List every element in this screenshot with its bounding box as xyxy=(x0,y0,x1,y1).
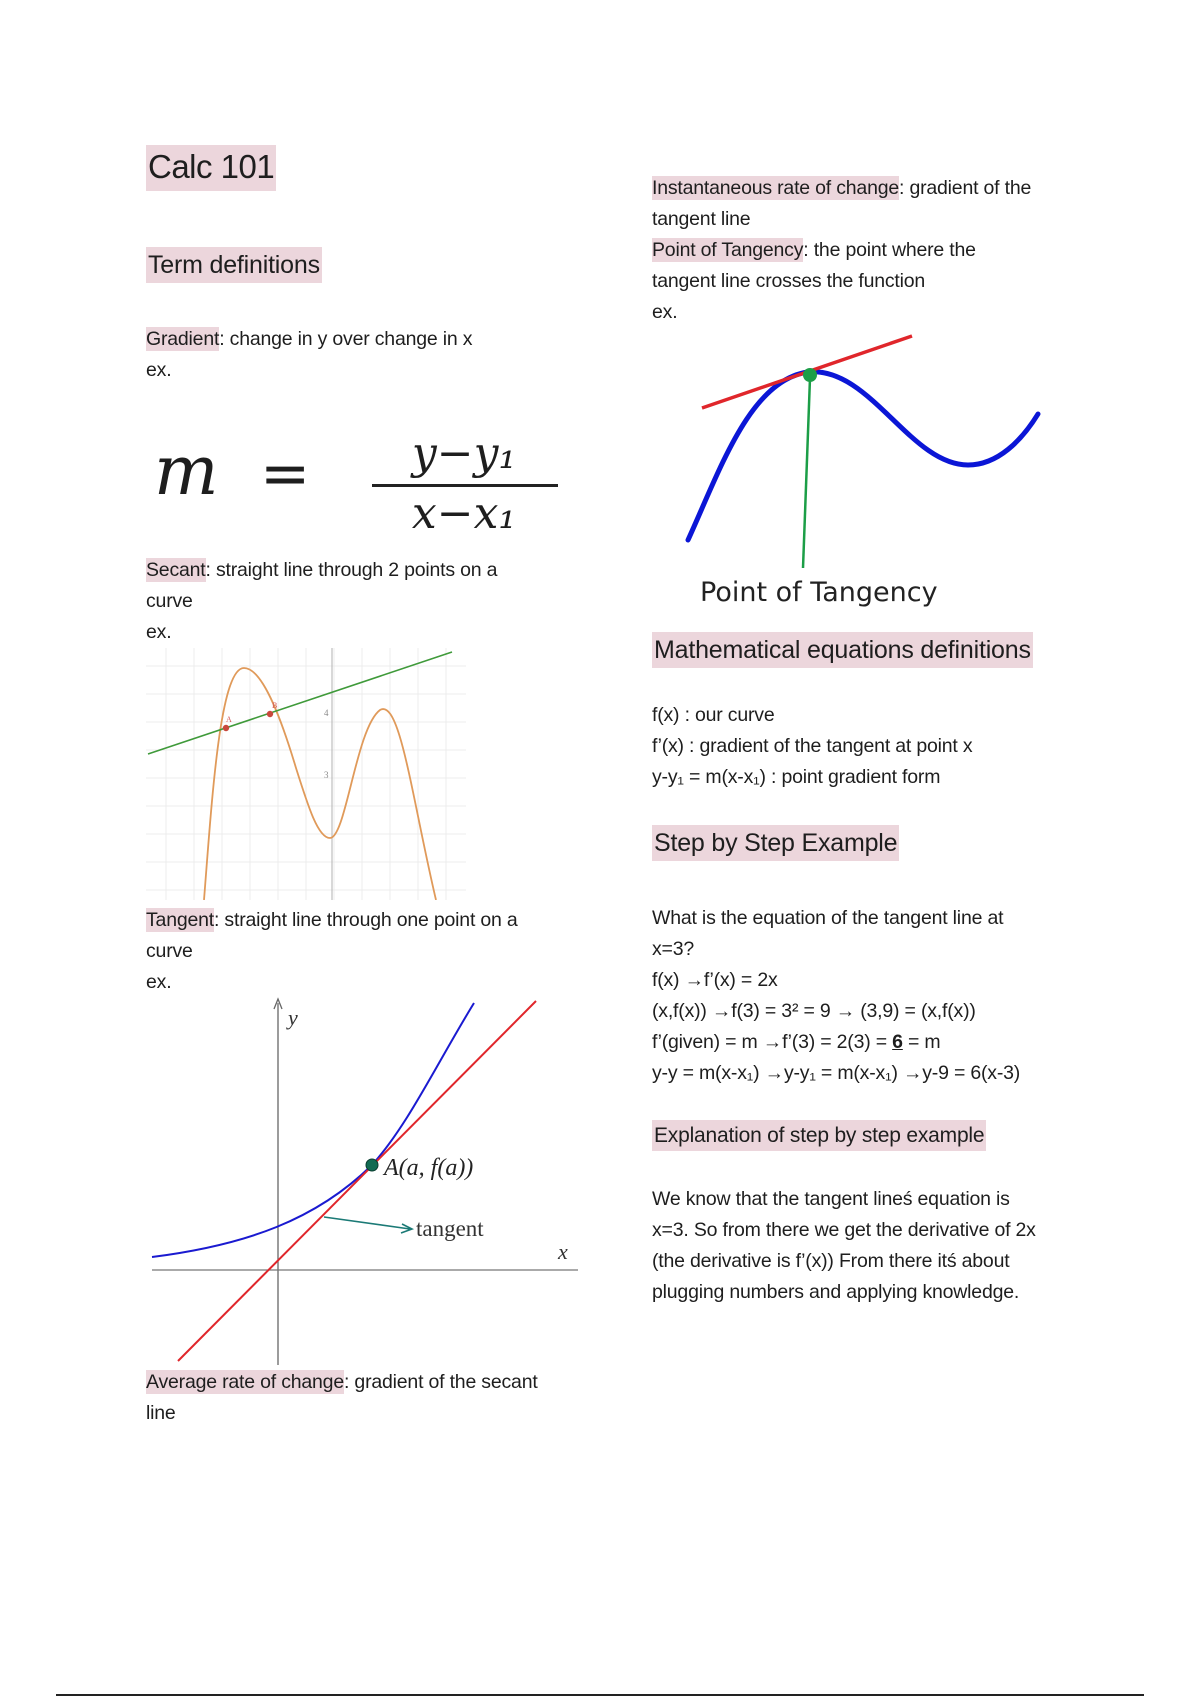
tangent-def: : straight line through one point on a xyxy=(214,909,518,931)
average-rate-term: Average rate of change xyxy=(146,1371,344,1393)
point-tangency-term: Point of Tangency xyxy=(652,239,804,261)
def-fprime: f’(x) : gradient of the tangent at point x xyxy=(652,735,973,757)
page-title: Calc 101 xyxy=(146,145,276,191)
tangent-text-label: tangent xyxy=(416,1216,484,1241)
point-tangency-ex: ex. xyxy=(652,301,678,323)
step-4: y-y = m(x-x₁) →y-y₁ = m(x-x₁) →y-9 = 6(x-3) xyxy=(652,1062,1021,1084)
gradient-def: : change in y over change in x xyxy=(219,328,473,350)
step-2: (x,f(x)) →f(3) = 3² = 9 → (3,9) = (x,f(x)) xyxy=(652,1000,976,1022)
explanation-text xyxy=(652,1184,1036,1308)
formula-numerator: y−y₁ xyxy=(411,428,517,479)
tangent-y-label: y xyxy=(288,1005,298,1030)
secant-point-a xyxy=(223,725,229,731)
explanation-line-1: We know that the tangent lineś equation is xyxy=(652,1188,1010,1210)
question-line-1: What is the equation of the tangent line at xyxy=(652,907,1004,929)
tangent-point-a xyxy=(366,1159,378,1171)
step-3: f’(given) = m →f’(3) = 2(3) = 6 = m xyxy=(652,1031,941,1053)
pot-green-pointer xyxy=(803,378,810,568)
step-3-value: 6 xyxy=(892,1031,903,1053)
explanation-line-2: x=3. So from there we get the derivative of 2x xyxy=(652,1219,1036,1241)
gradient-term: Gradient xyxy=(146,328,220,350)
instantaneous-definition xyxy=(652,173,1031,328)
equation-definitions xyxy=(652,700,972,793)
step-by-step-heading: Step by Step Example xyxy=(652,825,899,861)
secant-label-b: B xyxy=(272,701,278,710)
tangent-line xyxy=(178,1001,536,1361)
pot-curve xyxy=(688,372,1038,540)
pot-caption: Point of Tangency xyxy=(700,577,938,608)
secant-graph xyxy=(146,648,466,900)
gradient-definition xyxy=(146,324,472,386)
tangent-def-cont: curve xyxy=(146,940,193,962)
secant-label-a: A xyxy=(226,715,232,724)
tangent-point-label: A(a, f(a)) xyxy=(384,1155,474,1181)
formula-equals: = xyxy=(260,439,311,509)
tangent-x-label: x xyxy=(558,1239,568,1264)
average-rate-definition xyxy=(146,1367,538,1429)
average-rate-def: : gradient of the secant xyxy=(343,1371,538,1393)
secant-tick-3: 3 xyxy=(324,770,329,780)
tangent-pointer-arrow xyxy=(324,1217,410,1229)
secant-term: Secant xyxy=(146,559,206,581)
pot-point xyxy=(803,368,817,382)
footer-divider xyxy=(56,1694,1144,1696)
question-line-2: x=3? xyxy=(652,938,695,960)
explanation-heading: Explanation of step by step example xyxy=(652,1120,986,1151)
secant-ex: ex. xyxy=(146,621,172,643)
formula-lhs: m xyxy=(154,432,219,511)
tangent-definition xyxy=(146,905,518,998)
def-point-gradient: y-y₁ = m(x-x₁) : point gradient form xyxy=(652,766,941,788)
point-tangency-def-cont: tangent line crosses the function xyxy=(652,270,926,292)
secant-curve xyxy=(204,668,436,900)
term-definitions-heading: Term definitions xyxy=(146,247,322,283)
secant-definition xyxy=(146,555,497,648)
secant-grid xyxy=(146,648,466,900)
instantaneous-def: : gradient of the xyxy=(899,177,1032,199)
formula-denominator: x−x₁ xyxy=(411,488,517,539)
explanation-line-3: (the derivative is f’(x)) From there itś about xyxy=(652,1250,1010,1272)
def-fx: f(x) : our curve xyxy=(652,704,775,726)
tangent-graph xyxy=(146,995,586,1365)
gradient-formula xyxy=(150,430,570,540)
step-1: f(x) →f’(x) = 2x xyxy=(652,969,778,991)
average-rate-def-cont: line xyxy=(146,1402,176,1424)
tangent-term: Tangent xyxy=(146,909,214,931)
instantaneous-term: Instantaneous rate of change xyxy=(652,177,900,199)
point-tangency-def: : the point where the xyxy=(803,239,976,261)
secant-point-b xyxy=(267,711,273,717)
secant-def-cont: curve xyxy=(146,590,193,612)
gradient-ex: ex. xyxy=(146,359,172,381)
secant-tick-4: 4 xyxy=(324,708,329,718)
step-example xyxy=(652,903,1020,1089)
instantaneous-def-cont: tangent line xyxy=(652,208,751,230)
math-equations-heading: Mathematical equations definitions xyxy=(652,632,1033,668)
explanation-line-4: plugging numbers and applying knowledge. xyxy=(652,1281,1020,1303)
tangent-ex: ex. xyxy=(146,971,172,993)
point-tangency-diagram xyxy=(680,330,1050,575)
secant-def: : straight line through 2 points on a xyxy=(205,559,498,581)
